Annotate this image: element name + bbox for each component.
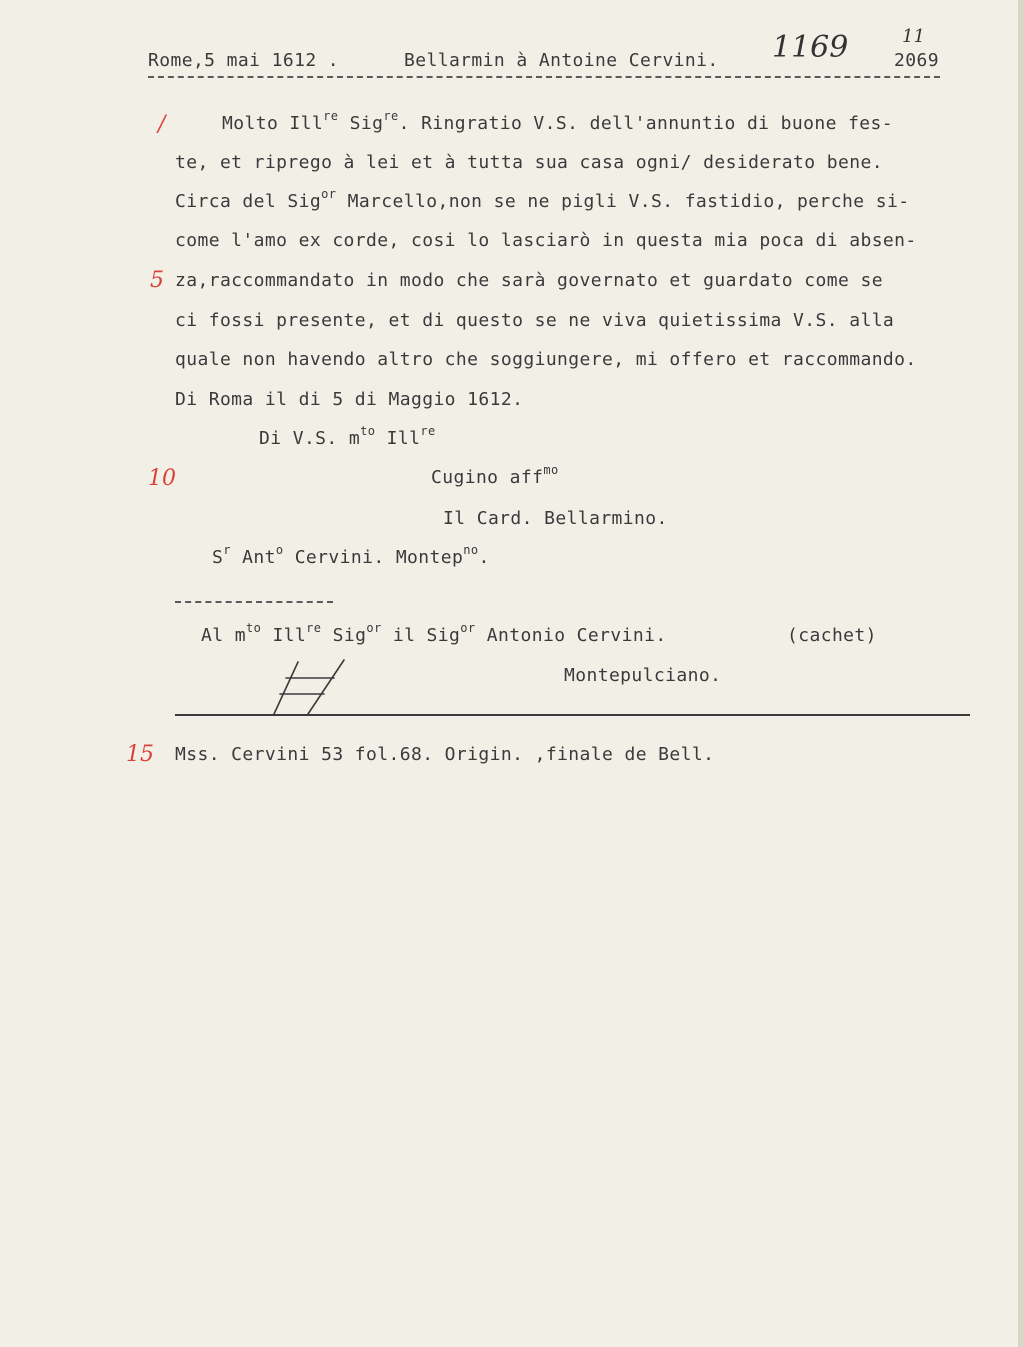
- letter-line-2: te, et riprego à lei et à tutta sua casa ogni/ desiderato bene.: [175, 152, 883, 173]
- letter-line-1: Molto Ill$^{re}$ Sig$^{re}$. Ringratio V.S. dell'annuntio di buone fes-: [222, 109, 894, 134]
- address-city: Montepulciano.: [564, 665, 722, 686]
- letter-line-3: Circa del Sig$^{or}$ Marcello,non se ne pigli V.S. fastidio, perche si-: [175, 187, 910, 212]
- margin-line-marker-1: /: [158, 112, 166, 137]
- address-cachet-note: (cachet): [787, 625, 877, 646]
- letter-signature: Il Card. Bellarmino.: [443, 508, 668, 529]
- header-title: Bellarmin à Antoine Cervini.: [404, 50, 719, 71]
- section-dashed-rule: [175, 601, 333, 603]
- letter-line-8: Di Roma il di 5 di Maggio 1612.: [175, 389, 524, 410]
- letter-closing-cousin: Cugino aff$^{mo}$: [431, 463, 559, 488]
- letter-closing-formula: Di V.S. $m^{to}$ Ill$^{re}$: [259, 424, 436, 449]
- address-solid-rule: [175, 714, 970, 716]
- address-line: Al $m^{to}$ Ill$^{re}$ Sig$^{or}$ il Sig$^{or}$ Antonio Cervini.: [201, 621, 667, 646]
- letter-recipient-line: $S^r$ Ant$^o$ Cervini. Montep$^{no}$.: [212, 543, 490, 568]
- header-number: 2069: [894, 50, 939, 71]
- letter-line-7: quale non havendo altro che soggiungere, mi offero et raccommando.: [175, 349, 917, 370]
- header-date: Rome,5 mai 1612 .: [148, 50, 340, 71]
- margin-line-marker-10: 10: [148, 466, 176, 491]
- page-edge: [1018, 0, 1024, 1347]
- letter-line-5: za,raccommandato in modo che sarà governato et guardato come se: [175, 270, 883, 291]
- margin-line-marker-5: 5: [150, 268, 164, 293]
- hand-drawn-seal-mark-icon: [268, 658, 348, 718]
- letter-line-6: ci fossi presente, et di questo se ne viva quietissima V.S. alla: [175, 310, 895, 331]
- handwritten-folio-number: 1169: [772, 30, 849, 65]
- handwritten-number-top: 11: [902, 26, 925, 47]
- margin-line-marker-15: 15: [126, 742, 154, 767]
- header-dashed-rule: [148, 76, 940, 78]
- letter-line-4: come l'amo ex corde, cosi lo lasciarò in questa mia poca di absen-: [175, 230, 917, 251]
- source-footnote: Mss. Cervini 53 fol.68. Origin. ,finale de Bell.: [175, 744, 715, 765]
